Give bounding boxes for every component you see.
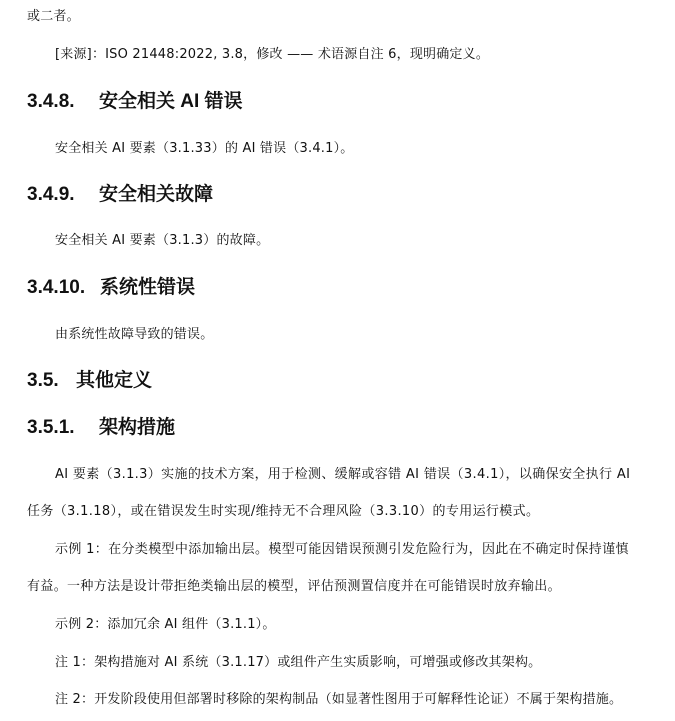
section-title: 系统性错误 bbox=[100, 277, 196, 298]
note-1: 注 1：架构措施对 AI 系统（3.1.17）或组件产生实质影响，可增强或修改其架构。 bbox=[55, 655, 542, 670]
section-number: 3.5. bbox=[27, 370, 59, 391]
section-heading-3-4-8 bbox=[27, 90, 243, 114]
section-title: 安全相关 AI 错误 bbox=[99, 91, 243, 112]
section-heading-3-5-1 bbox=[27, 416, 175, 440]
source-note: [来源]：ISO 21448:2022, 3.8，修改 —— 术语源自注 6，现明确定义。 bbox=[55, 47, 490, 62]
section-title: 其他定义 bbox=[76, 370, 153, 391]
definition-3-4-8: 安全相关 AI 要素（3.1.33）的 AI 错误（3.4.1）。 bbox=[55, 141, 354, 156]
example-1: 示例 1：在分类模型中添加输出层。模型可能因错误预测引发危险行为，因此在不确定时保持谨慎有益。一种方法是设计带拒绝类输出层的模型，评估预测置信度并在可能错误时放弃输出。 bbox=[27, 542, 629, 594]
section-heading-3-4-9 bbox=[27, 183, 213, 207]
definition-3-5-1: AI 要素（3.1.3）实施的技术方案，用于检测、缓解或容错 AI 错误（3.4.1），以确保安全执行 AI 任务（3.1.18），或在错误发生时实现/维持无不合理风险（3.3.10）的专用运行模式。 bbox=[27, 467, 631, 519]
section-number: 3.5.1. bbox=[27, 417, 75, 438]
definition-3-4-9: 安全相关 AI 要素（3.1.3）的故障。 bbox=[55, 233, 270, 248]
definition-3-4-10: 由系统性故障导致的错误。 bbox=[55, 327, 214, 342]
note-2: 注 2：开发阶段使用但部署时移除的架构制品（如显著性图用于可解释性论证）不属于架构措施。 bbox=[55, 692, 623, 707]
section-heading-3-4-10 bbox=[27, 276, 195, 300]
section-title: 安全相关故障 bbox=[99, 184, 214, 205]
section-title: 架构措施 bbox=[99, 417, 176, 438]
section-number: 3.4.10. bbox=[27, 277, 86, 298]
example-2: 示例 2：添加冗余 AI 组件（3.1.1）。 bbox=[55, 617, 276, 632]
section-heading-3-5 bbox=[27, 369, 152, 393]
section-number: 3.4.8. bbox=[27, 91, 75, 112]
section-number: 3.4.9. bbox=[27, 184, 75, 205]
fragment-text: 或二者。 bbox=[27, 9, 80, 24]
